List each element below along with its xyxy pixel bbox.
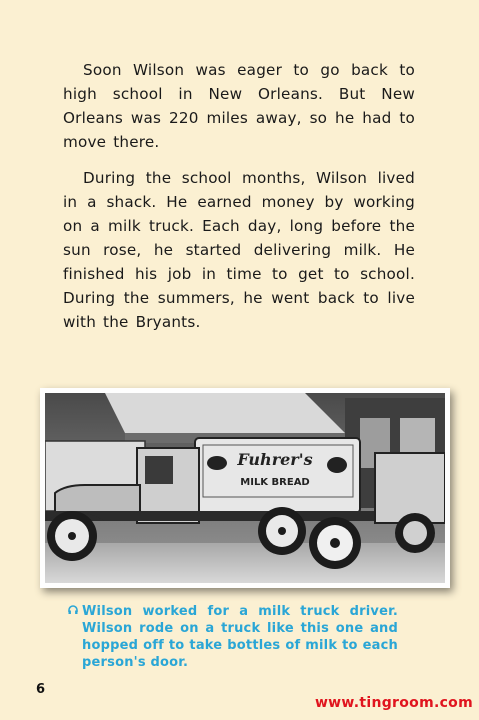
page-number: 6 [36, 682, 46, 697]
headphones-icon [68, 603, 82, 671]
photo-caption [68, 603, 398, 671]
milk-truck-illustration [45, 393, 445, 583]
caption-text: Wilson worked for a milk truck driver. Wilson rode on a truck like this one and hopped off to take bottles of milk to each person's door. [82, 604, 398, 670]
photo-frame [40, 388, 450, 588]
paragraph-1: Soon Wilson was eager to go back to high school in New Orleans. But New Orleans was 220 miles away, so he had to move there. [63, 61, 415, 151]
watermark-link[interactable]: www.tingroom.com [314, 695, 473, 711]
truck-sign-name: Fuhrer's [237, 450, 313, 469]
milk-truck-photo [45, 393, 445, 583]
truck-sign-product: MILK BREAD [240, 477, 310, 488]
paragraph-2: During the school months, Wilson lived in a shack. He earned money by working on a milk truck. Each day, long before the sun rose, he started delivering milk. He finished his job in time to get to school. During the summers, he went back to live with the Bryants. [63, 169, 415, 331]
body-text [63, 58, 415, 346]
